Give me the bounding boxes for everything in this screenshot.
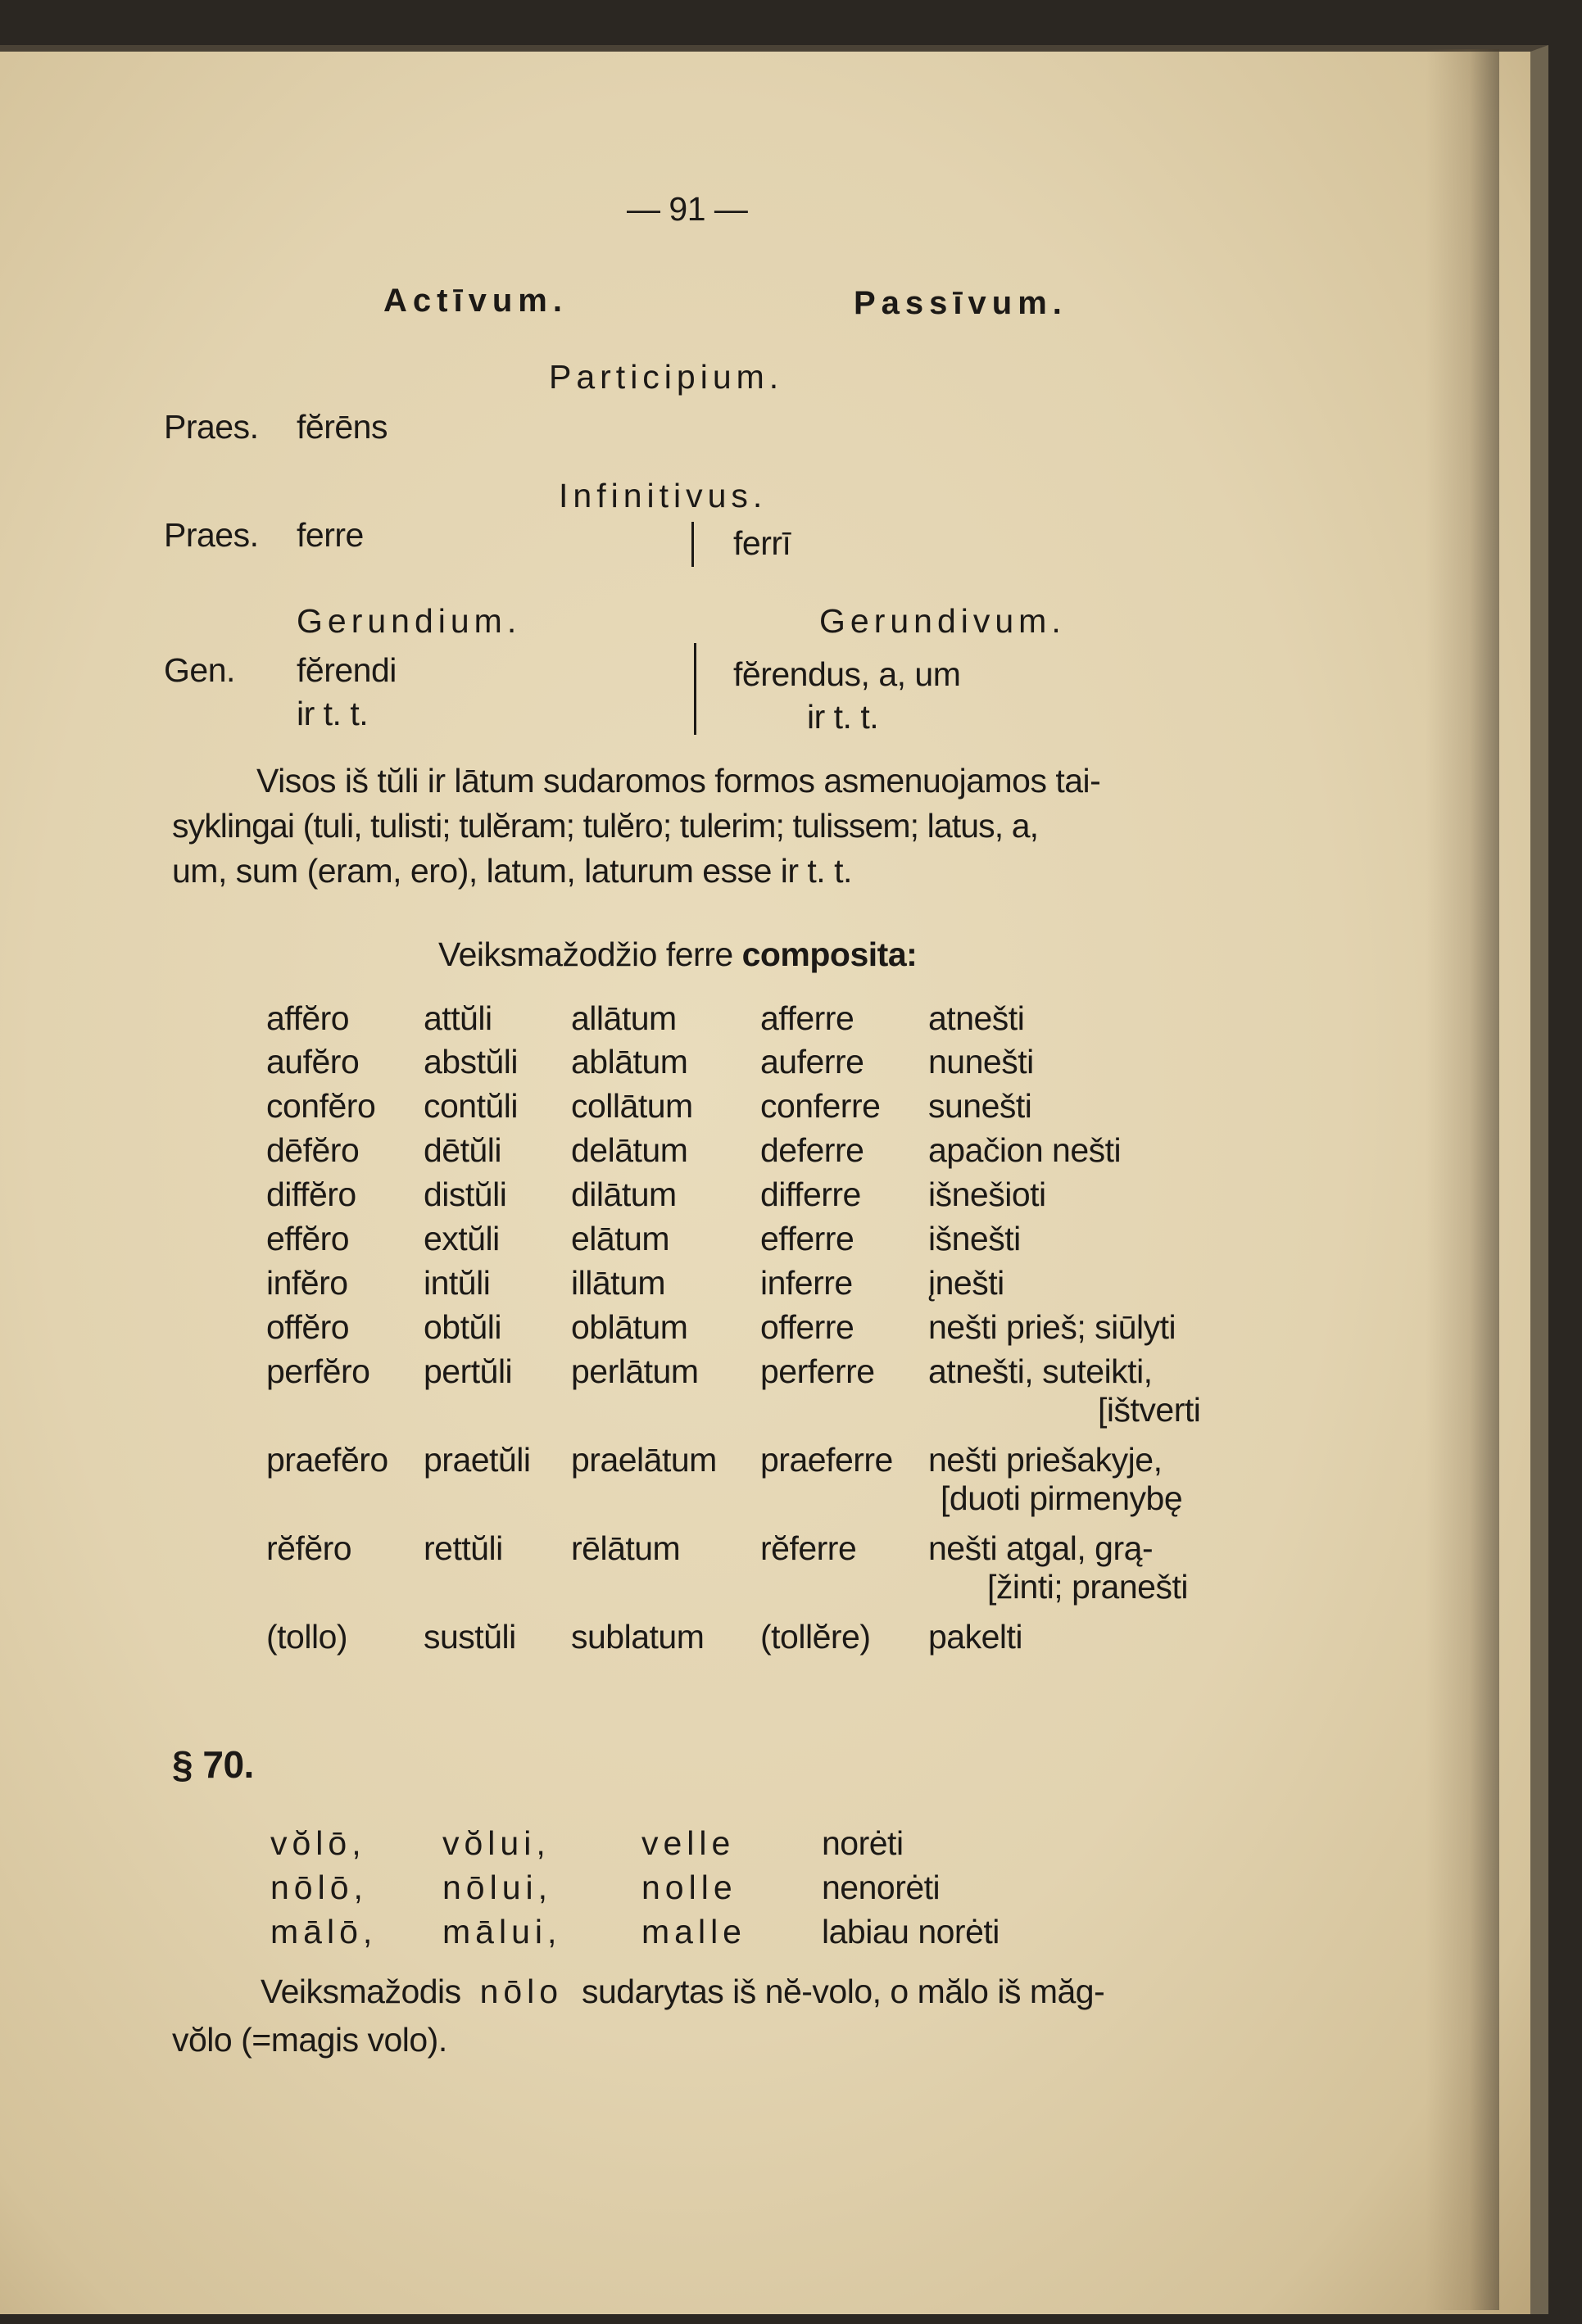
composita-cell-perfect: obtŭli [424,1308,502,1346]
composita-cell-perfect: dētŭli [424,1131,502,1169]
composita-cell-present: affĕro [266,999,350,1037]
composita-cell-meaning: apačion nešti [928,1131,1122,1169]
composita-cell-infinitive: conferre [760,1087,881,1125]
composita-cell-meaning: nešti atgal, grą- [928,1529,1154,1567]
composita-cell-supine: rēlātum [571,1529,681,1567]
section-70-heading: § 70. [172,1743,254,1786]
composita-cell-supine: delātum [571,1131,688,1169]
composita-cell-infinitive: efferre [760,1220,854,1257]
page-edge-shadow [1426,49,1499,2310]
section-70-cell-perfect: mālui, [442,1913,562,1950]
paragraph-line-1: Visos iš tŭli ir lātum sudaromos formos asmenuojamos tai- [256,762,1101,800]
section-70-cell-present: vŏlō, [270,1824,366,1862]
composita-cell-infinitive: offerre [760,1308,854,1346]
composita-cell-infinitive: perferre [760,1352,875,1390]
composita-cell-present: confĕro [266,1087,376,1125]
gerundium-divider [694,643,696,735]
composita-cell-perfect: contŭli [424,1087,519,1125]
section-70-cell-present: mālō, [270,1913,378,1950]
section-70-cell-present: nōlō, [270,1869,368,1906]
gerundium-gen-label: Gen. [164,651,235,689]
section-70-para-line-2: vŏlo (=magis volo). [172,2021,447,2059]
paragraph-line-2: syklingai (tuli, tulisti; tulĕram; tulĕro; tulerim; tulissem; latus, a, [172,807,1039,845]
composita-cell-present: offĕro [266,1308,350,1346]
activum-heading: Actīvum. [383,283,568,319]
continuation-istverti: [ištverti [1098,1391,1201,1429]
section-70-cell-infinitive: velle [641,1824,736,1862]
composita-cell-present: aufĕro [266,1043,360,1080]
infinitivus-divider [691,522,694,567]
composita-cell-meaning: sunešti [928,1087,1032,1125]
para-rest: sudarytas iš nĕ-volo, o mălo iš măg- [582,1973,1105,2010]
composita-cell-meaning: atnešti [928,999,1025,1037]
section-70-cell-perfect: nōlui, [442,1869,553,1906]
para-veiksmazodis: Veiksmažodis [261,1973,461,2010]
composita-cell-present: dēfĕro [266,1131,360,1169]
composita-cell-meaning: išnešti [928,1220,1021,1257]
composita-cell-present: (tollo) [266,1618,348,1656]
composita-cell-meaning: nešti priešakyje, [928,1441,1163,1479]
composita-cell-perfect: distŭli [424,1176,507,1213]
page-number: — 91 — [627,190,748,228]
infinitivus-passive-form: ferrī [733,524,791,562]
infinitivus-heading: Infinitivus. [559,477,768,514]
para-nolo: nōlo [479,1973,564,2010]
participium-praes-label: Praes. [164,408,259,446]
section-70-cell-meaning: norėti [822,1824,904,1862]
composita-cell-supine: ablātum [571,1043,688,1080]
composita-cell-present: diffĕro [266,1176,356,1213]
composita-cell-infinitive: deferre [760,1131,864,1169]
composita-cell-infinitive: afferre [760,999,854,1037]
gerundivum-form: fĕrendus, a, um [733,655,961,693]
gerundium-etc: ir t. t. [297,695,369,732]
composita-cell-present: praefĕro [266,1441,388,1479]
paragraph-line-3: um, sum (eram, ero), latum, laturum esse ir t. t. [172,852,852,890]
composita-cell-meaning: išnešioti [928,1176,1046,1213]
participium-heading: Participium. [549,358,784,396]
composita-cell-supine: elātum [571,1220,670,1257]
composita-cell-perfect: extŭli [424,1220,500,1257]
composita-cell-perfect: rettŭli [424,1529,503,1567]
composita-cell-infinitive: praeferre [760,1441,893,1479]
gerundivum-etc: ir t. t. [807,698,879,736]
section-70-cell-perfect: vŏlui, [442,1824,551,1862]
infinitivus-active-form: ferre [297,516,364,554]
section-70-cell-meaning: nenorėti [822,1869,941,1906]
composita-cell-meaning: atnešti, suteikti, [928,1352,1153,1390]
participium-praes-form: fĕrēns [297,408,388,446]
composita-cell-supine: allātum [571,999,677,1037]
section-70-cell-infinitive: malle [641,1913,746,1950]
composita-cell-meaning: nešti prieš; siūlyti [928,1308,1176,1346]
composita-cell-meaning: įnešti [928,1264,1004,1302]
composita-cell-present: effĕro [266,1220,350,1257]
composita-cell-perfect: pertŭli [424,1352,513,1390]
composita-cell-infinitive: inferre [760,1264,853,1302]
composita-cell-supine: praelātum [571,1441,717,1479]
composita-cell-infinitive: differre [760,1176,861,1213]
gerundium-heading: Gerundium. [297,602,522,640]
composita-cell-infinitive: auferre [760,1043,864,1080]
composita-cell-present: infĕro [266,1264,348,1302]
composita-cell-supine: perlātum [571,1352,699,1390]
composita-cell-present: perfĕro [266,1352,370,1390]
infinitivus-praes-label: Praes. [164,516,259,554]
passivum-heading: Passīvum. [854,285,1068,321]
composita-cell-supine: dilātum [571,1176,677,1213]
composita-cell-perfect: abstŭli [424,1043,519,1080]
composita-cell-supine: sublatum [571,1618,705,1656]
composita-cell-supine: illātum [571,1264,665,1302]
composita-cell-meaning: nunešti [928,1043,1034,1080]
continuation-duoti: [duoti pirmenybę [941,1479,1183,1517]
composita-cell-infinitive: (tollĕre) [760,1618,871,1656]
gerundium-form: fĕrendi [297,651,397,689]
section-70-cell-infinitive: nolle [641,1869,737,1906]
composita-title [438,935,917,974]
composita-cell-perfect: intŭli [424,1264,491,1302]
section-70-para-line-1 [261,1973,1104,2011]
composita-cell-supine: collātum [571,1087,693,1125]
composita-title-bold: composita: [741,935,918,973]
composita-cell-perfect: sustŭli [424,1618,516,1656]
composita-cell-present: rĕfĕro [266,1529,352,1567]
continuation-zinti: [žinti; pranešti [987,1568,1188,1606]
gerundivum-heading: Gerundivum. [819,602,1066,640]
composita-title-prefix: Veiksmažodžio ferre [438,935,733,973]
composita-cell-meaning: pakelti [928,1618,1023,1656]
composita-cell-infinitive: rĕferre [760,1529,857,1567]
composita-cell-supine: oblātum [571,1308,688,1346]
composita-cell-perfect: attŭli [424,999,492,1037]
section-70-cell-meaning: labiau norėti [822,1913,1000,1950]
composita-cell-perfect: praetŭli [424,1441,531,1479]
